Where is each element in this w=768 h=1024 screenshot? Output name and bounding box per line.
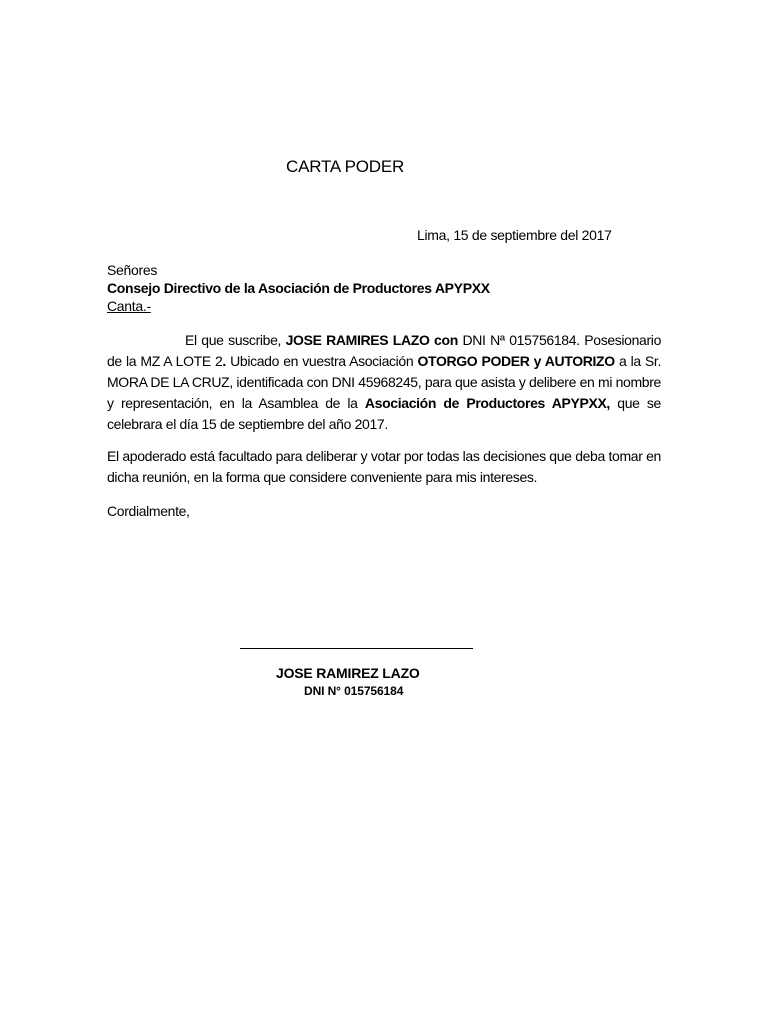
p1-text-1: El que suscribe, — [185, 332, 286, 348]
closing-text: Cordialmente, — [107, 503, 190, 519]
addressee-salutation: Señores — [107, 262, 158, 278]
paragraph-authorization — [107, 330, 661, 435]
p1-text-3: Ubicado en vuestra Asociación — [225, 353, 418, 369]
document-date: Lima, 15 de septiembre del 2017 — [417, 227, 612, 243]
p1-bold-period: . — [222, 353, 226, 369]
signature-line — [240, 648, 473, 649]
addressee-location: Canta.- — [107, 298, 151, 314]
p1-text-5: que se celebrara el día 15 de septiembre del año 2017. — [107, 395, 661, 432]
grantor-name: JOSE RAMIRES LAZO con — [285, 332, 458, 348]
p1-text-2: DNI Nª 015756184. Posesionario de la MZ A LOTE 2 — [107, 332, 662, 369]
association-name: Asociación de Productores APYPXX, — [364, 395, 610, 411]
addressee-organization: Consejo Directivo de la Asociación de Productores APYPXX — [107, 280, 490, 296]
grant-statement: OTORGO PODER y AUTORIZO — [417, 353, 615, 369]
addressee-block — [107, 261, 490, 315]
document-title: CARTA PODER — [286, 157, 405, 176]
signatory-dni: DNI N° 015756184 — [304, 684, 404, 698]
paragraph-faculties: El apoderado está facultado para deliberar y votar por todas las decisiones que deba tomar en dicha reunión, en la forma que considere conveniente para mis intereses. — [107, 448, 661, 485]
signatory-name: JOSE RAMIREZ LAZO — [276, 665, 420, 681]
p1-text-4: a la Sr. MORA DE LA CRUZ, identificada con DNI 45968245, para que asista y delibere en mi nombre y representación, en la Asamblea de la — [107, 353, 661, 411]
